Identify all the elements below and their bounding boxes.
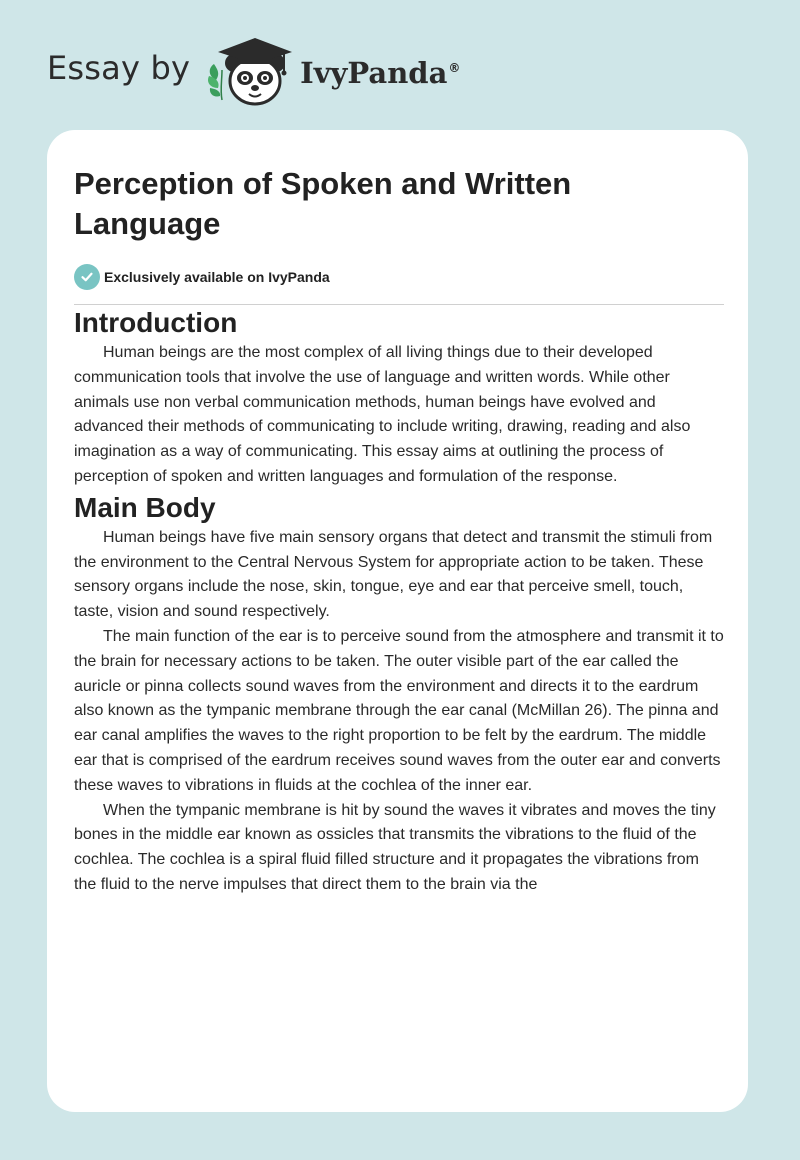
paragraph: The main function of the ear is to perceive sound from the atmosphere and transmit it to the brain for necessary actions to be taken. The outer visible part of the ear called the auricle or pinna collects sound waves from the environment and directs it to the eardrum also known as the tympanic membrane through the ear canal (McMillan 26). The pinna and ear canal amplifies the waves to the right proportion to be felt by the eardrum. The middle ear that is comprised of the eardrum receives sound waves from the outer ear and converts these waves to vibrations in fluids at the cochlea of the inner ear. — [74, 627, 724, 794]
paragraph: Human beings are the most complex of all living things due to their developed communication tools that involve the use of language and written words. While other animals use non verbal communication methods, human beings have evolved and advanced their methods of communicating to include writing, drawing, reading and also imagination as a way of communicating. This essay aims at outlining the process of perception of spoken and written languages and formulation of the response. — [74, 344, 691, 485]
registered-mark: ® — [448, 61, 461, 76]
paragraph: Human beings have five main sensory organs that detect and transmit the stimuli from the environment to the Central Nervous System for appropriate action to be taken. These sensory organs include the nose, skin, tongue, eye and ear that perceive smell, touch, taste, vision and sound respectively. — [74, 528, 713, 621]
section-main-body — [74, 490, 724, 898]
essay-content — [74, 164, 724, 898]
panda-graduate-logo-icon[interactable] — [206, 36, 298, 108]
paragraph: When the tympanic membrane is hit by sound the waves it vibrates and moves the tiny bones in the middle ear known as ossicles that transmits the vibrations to the fluid of the cochlea. The cochlea is a spiral fluid filled structure and it propagates the vibrations from the fluid to the nerve impulses that direct them to the brain via the — [74, 801, 716, 893]
section-introduction — [74, 305, 724, 490]
exclusive-label: Exclusively available on IvyPanda — [104, 269, 330, 285]
brand-prefix: Essay by — [47, 49, 191, 87]
essay-card — [47, 130, 748, 1112]
brand-header — [47, 36, 460, 108]
check-badge-icon — [74, 264, 100, 290]
brand-name[interactable] — [300, 56, 460, 90]
brand-name-text: IvyPanda — [300, 56, 448, 90]
exclusive-badge — [74, 264, 724, 290]
page-title: Perception of Spoken and Written Language — [74, 166, 572, 241]
section-heading: Introduction — [74, 307, 238, 338]
section-heading: Main Body — [74, 491, 216, 523]
